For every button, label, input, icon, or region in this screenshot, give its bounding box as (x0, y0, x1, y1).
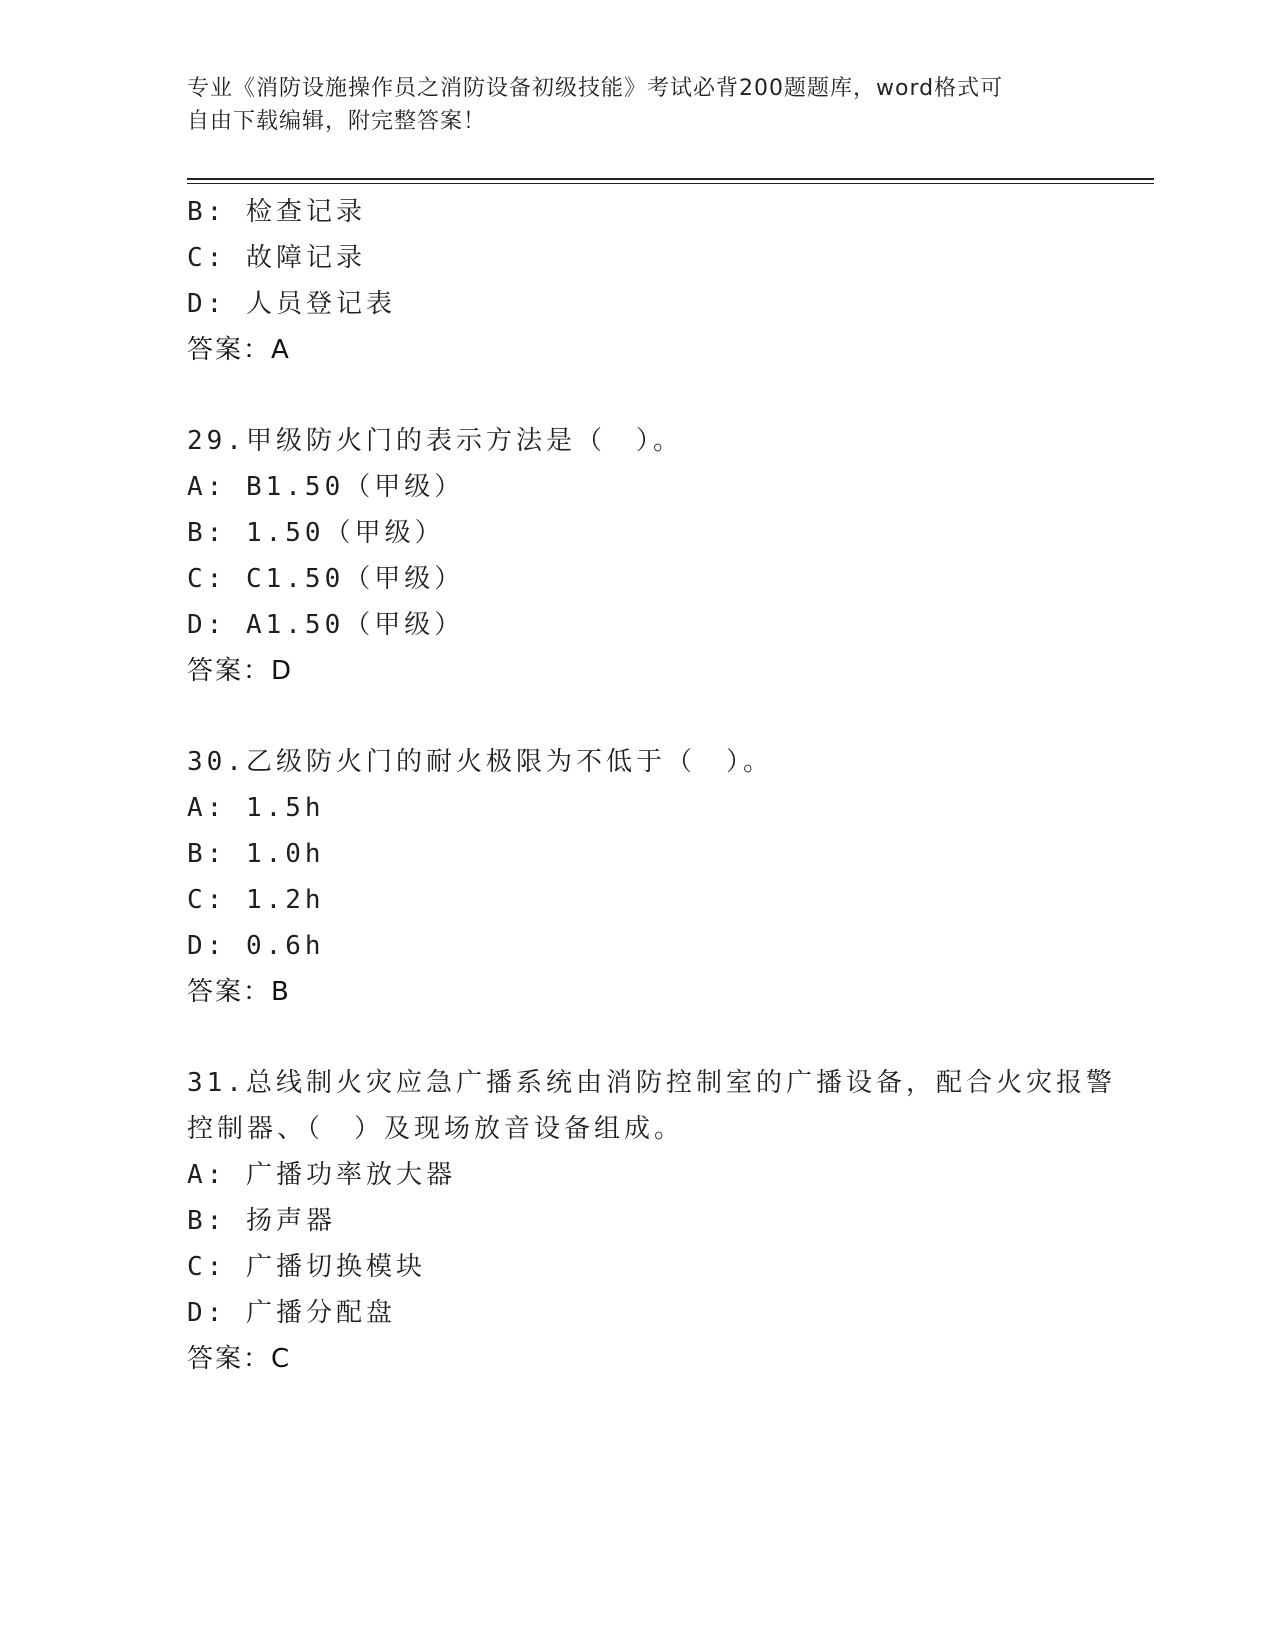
option-c (187, 235, 1087, 281)
question-list (187, 189, 1116, 1382)
option-key: C: (187, 885, 227, 915)
option-text: A1.50（甲级） (245, 610, 465, 640)
option-b (187, 831, 1087, 877)
option-key: D: (187, 1298, 227, 1328)
question-stem: 29.甲级防火门的表示方法是（ ）。 (187, 426, 683, 456)
question-28 (187, 189, 1087, 373)
option-key: A: (187, 793, 227, 823)
option-text: 1.2h (245, 885, 325, 915)
option-text: C1.50（甲级） (245, 564, 465, 594)
answer: 答案：A (187, 335, 291, 365)
question-29 (187, 418, 1087, 694)
option-c (187, 1244, 1087, 1290)
option-text: 故障记录 (245, 243, 366, 273)
option-text: 广播分配盘 (245, 1298, 396, 1328)
option-text: 0.6h (245, 931, 325, 961)
option-a (187, 785, 1087, 831)
header-rule-thick (187, 178, 1154, 180)
option-d (187, 923, 1087, 969)
option-c (187, 877, 1087, 923)
option-text: 广播切换模块 (245, 1252, 426, 1282)
option-key: B: (187, 839, 227, 869)
option-key: C: (187, 243, 227, 273)
option-d (187, 602, 1087, 648)
option-key: D: (187, 610, 227, 640)
option-text: B1.50（甲级） (245, 472, 465, 502)
answer: 答案：D (187, 656, 294, 686)
option-c (187, 556, 1087, 602)
question-30 (187, 739, 1087, 1015)
option-text: 检查记录 (245, 197, 366, 227)
option-text: 人员登记表 (245, 289, 396, 319)
spacer (187, 694, 1087, 739)
option-a (187, 464, 1087, 510)
option-d (187, 1290, 1087, 1336)
question-stem: 30.乙级防火门的耐火极限为不低于（ ）。 (187, 747, 773, 777)
spacer (187, 1015, 1087, 1060)
answer: 答案：C (187, 1344, 292, 1374)
question-stem-line-2: 控制器、（ ）及现场放音设备组成。 (187, 1114, 685, 1144)
option-text: 1.5h (245, 793, 325, 823)
spacer (187, 373, 1087, 418)
option-key: D: (187, 931, 227, 961)
option-b (187, 1198, 1087, 1244)
option-b (187, 189, 1087, 235)
option-key: B: (187, 197, 227, 227)
option-text: 扬声器 (245, 1206, 336, 1236)
option-key: B: (187, 518, 227, 548)
option-key: C: (187, 564, 227, 594)
header-line-2: 自由下载编辑，附完整答案！ (187, 109, 487, 134)
option-a (187, 1152, 1087, 1198)
option-d (187, 281, 1087, 327)
header-rule-thin (187, 183, 1154, 184)
option-key: A: (187, 1160, 227, 1190)
option-key: B: (187, 1206, 227, 1236)
document-header (187, 72, 1067, 138)
answer: 答案：B (187, 977, 291, 1007)
option-key: D: (187, 289, 227, 319)
question-stem-line-1: 31.总线制火灾应急广播系统由消防控制室的广播设备，配合火灾报警 (187, 1068, 1116, 1098)
option-text: 广播功率放大器 (245, 1160, 456, 1190)
option-text: 1.0h (245, 839, 325, 869)
question-31 (187, 1060, 1116, 1382)
option-b (187, 510, 1087, 556)
option-text: 1.50（甲级） (245, 518, 445, 548)
header-line-1: 专业《消防设施操作员之消防设备初级技能》考试必背200题题库，word格式可 (187, 76, 1004, 101)
option-key: A: (187, 472, 227, 502)
option-key: C: (187, 1252, 227, 1282)
